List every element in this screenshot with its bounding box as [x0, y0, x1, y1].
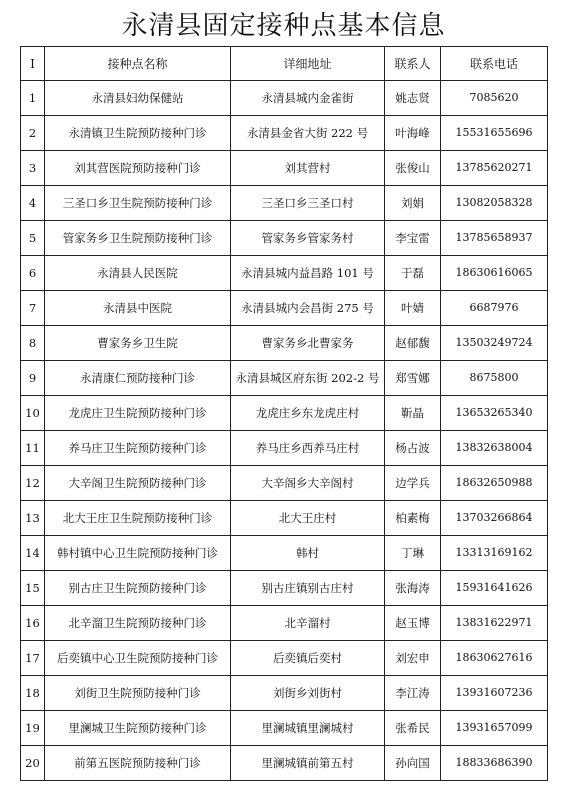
address-cell: 永清县城区府东街 202-2 号 — [231, 361, 385, 396]
site-name-cell: 别古庄卫生院预防接种门诊 — [45, 571, 231, 606]
col-header-contact: 联系人 — [385, 47, 441, 81]
contact-cell: 郑雪娜 — [385, 361, 441, 396]
row-index: 17 — [21, 641, 45, 676]
site-name-cell: 刘街卫生院预防接种门诊 — [45, 676, 231, 711]
address-cell: 曹家务乡北曹家务 — [231, 326, 385, 361]
table-row — [21, 571, 548, 606]
row-index: 12 — [21, 466, 45, 501]
header-row — [21, 47, 548, 81]
site-name-cell: 北大王庄卫生院预防接种门诊 — [45, 501, 231, 536]
contact-cell: 张俊山 — [385, 151, 441, 186]
contact-cell: 张希民 — [385, 711, 441, 746]
table-row — [21, 396, 548, 431]
row-index: 6 — [21, 256, 45, 291]
contact-cell: 赵玉博 — [385, 606, 441, 641]
col-header-address: 详细地址 — [231, 47, 385, 81]
site-name-cell: 前第五医院预防接种门诊 — [45, 746, 231, 781]
contact-cell: 赵郁馥 — [385, 326, 441, 361]
table-row — [21, 361, 548, 396]
site-name-cell: 永清县人民医院 — [45, 256, 231, 291]
phone-cell: 8675800 — [441, 361, 548, 396]
table-row — [21, 186, 548, 221]
site-name-cell: 里澜城卫生院预防接种门诊 — [45, 711, 231, 746]
vaccination-sites-table — [20, 46, 548, 781]
row-index: 8 — [21, 326, 45, 361]
table-row — [21, 431, 548, 466]
site-name-cell: 三圣口乡卫生院预防接种门诊 — [45, 186, 231, 221]
row-index: 7 — [21, 291, 45, 326]
row-index: 1 — [21, 81, 45, 116]
col-header-phone: 联系电话 — [441, 47, 548, 81]
address-cell: 北辛溜村 — [231, 606, 385, 641]
site-name-cell: 永清镇卫生院预防接种门诊 — [45, 116, 231, 151]
table-row — [21, 151, 548, 186]
row-index: 11 — [21, 431, 45, 466]
contact-cell: 刘宏申 — [385, 641, 441, 676]
phone-cell: 15931641626 — [441, 571, 548, 606]
phone-cell: 6687976 — [441, 291, 548, 326]
table-row — [21, 291, 548, 326]
page-title: 永清县固定接种点基本信息 — [121, 11, 446, 41]
table-body — [21, 81, 548, 781]
phone-cell: 13503249724 — [441, 326, 548, 361]
row-index: 4 — [21, 186, 45, 221]
address-cell: 管家务乡管家务村 — [231, 221, 385, 256]
contact-cell: 叶婧 — [385, 291, 441, 326]
phone-cell: 13313169162 — [441, 536, 548, 571]
address-cell: 永清县城内益昌路 101 号 — [231, 256, 385, 291]
phone-cell: 13082058328 — [441, 186, 548, 221]
contact-cell: 边学兵 — [385, 466, 441, 501]
address-cell: 永清县城内会昌街 275 号 — [231, 291, 385, 326]
address-cell: 刘其营村 — [231, 151, 385, 186]
table-row — [21, 536, 548, 571]
col-header-site-name: 接种点名称 — [45, 47, 231, 81]
site-name-cell: 大辛阁卫生院预防接种门诊 — [45, 466, 231, 501]
site-name-cell: 龙虎庄卫生院预防接种门诊 — [45, 396, 231, 431]
table-row — [21, 256, 548, 291]
table-row — [21, 746, 548, 781]
phone-cell: 18632650988 — [441, 466, 548, 501]
address-cell: 里澜城镇前第五村 — [231, 746, 385, 781]
row-index: 19 — [21, 711, 45, 746]
contact-cell: 刘娟 — [385, 186, 441, 221]
phone-cell: 18833686390 — [441, 746, 548, 781]
row-index: 14 — [21, 536, 45, 571]
site-name-cell: 管家务乡卫生院预防接种门诊 — [45, 221, 231, 256]
site-name-cell: 韩村镇中心卫生院预防接种门诊 — [45, 536, 231, 571]
table-row — [21, 466, 548, 501]
phone-cell: 13831622971 — [441, 606, 548, 641]
table-row — [21, 641, 548, 676]
contact-cell: 靳晶 — [385, 396, 441, 431]
table-row — [21, 81, 548, 116]
row-index: 5 — [21, 221, 45, 256]
row-index: 16 — [21, 606, 45, 641]
address-cell: 别古庄镇别古庄村 — [231, 571, 385, 606]
contact-cell: 张海涛 — [385, 571, 441, 606]
address-cell: 三圣口乡三圣口村 — [231, 186, 385, 221]
col-header-index: I — [21, 47, 45, 81]
row-index: 10 — [21, 396, 45, 431]
site-name-cell: 后奕镇中心卫生院预防接种门诊 — [45, 641, 231, 676]
table-row — [21, 221, 548, 256]
row-index: 9 — [21, 361, 45, 396]
contact-cell: 叶海峰 — [385, 116, 441, 151]
site-name-cell: 曹家务乡卫生院 — [45, 326, 231, 361]
contact-cell: 孙向国 — [385, 746, 441, 781]
phone-cell: 13785658937 — [441, 221, 548, 256]
contact-cell: 李江涛 — [385, 676, 441, 711]
address-cell: 刘街乡刘街村 — [231, 676, 385, 711]
row-index: 3 — [21, 151, 45, 186]
row-index: 20 — [21, 746, 45, 781]
phone-cell: 13931607236 — [441, 676, 548, 711]
address-cell: 里澜城镇里澜城村 — [231, 711, 385, 746]
site-name-cell: 永清康仁预防接种门诊 — [45, 361, 231, 396]
site-name-cell: 刘其营医院预防接种门诊 — [45, 151, 231, 186]
contact-cell: 丁琳 — [385, 536, 441, 571]
table-row — [21, 326, 548, 361]
address-cell: 北大王庄村 — [231, 501, 385, 536]
phone-cell: 18630627616 — [441, 641, 548, 676]
contact-cell: 姚志贤 — [385, 81, 441, 116]
site-name-cell: 养马庄卫生院预防接种门诊 — [45, 431, 231, 466]
address-cell: 永清县金省大街 222 号 — [231, 116, 385, 151]
table-row — [21, 676, 548, 711]
phone-cell: 13931657099 — [441, 711, 548, 746]
address-cell: 养马庄乡西养马庄村 — [231, 431, 385, 466]
row-index: 15 — [21, 571, 45, 606]
address-cell: 韩村 — [231, 536, 385, 571]
site-name-cell: 永清县中医院 — [45, 291, 231, 326]
row-index: 18 — [21, 676, 45, 711]
phone-cell: 7085620 — [441, 81, 548, 116]
phone-cell: 13703266864 — [441, 501, 548, 536]
table-row — [21, 606, 548, 641]
contact-cell: 于磊 — [385, 256, 441, 291]
address-cell: 永清县城内金雀街 — [231, 81, 385, 116]
row-index: 13 — [21, 501, 45, 536]
contact-cell: 李宝雷 — [385, 221, 441, 256]
table-row — [21, 116, 548, 151]
site-name-cell: 北辛溜卫生院预防接种门诊 — [45, 606, 231, 641]
phone-cell: 13653265340 — [441, 396, 548, 431]
phone-cell: 13785620271 — [441, 151, 548, 186]
address-cell: 后奕镇后奕村 — [231, 641, 385, 676]
table-row — [21, 501, 548, 536]
phone-cell: 18630616065 — [441, 256, 548, 291]
contact-cell: 杨占波 — [385, 431, 441, 466]
phone-cell: 15531655696 — [441, 116, 548, 151]
site-name-cell: 永清县妇幼保健站 — [45, 81, 231, 116]
address-cell: 大辛阁乡大辛阁村 — [231, 466, 385, 501]
table-row — [21, 711, 548, 746]
address-cell: 龙虎庄乡东龙虎庄村 — [231, 396, 385, 431]
contact-cell: 柏素梅 — [385, 501, 441, 536]
phone-cell: 13832638004 — [441, 431, 548, 466]
row-index: 2 — [21, 116, 45, 151]
